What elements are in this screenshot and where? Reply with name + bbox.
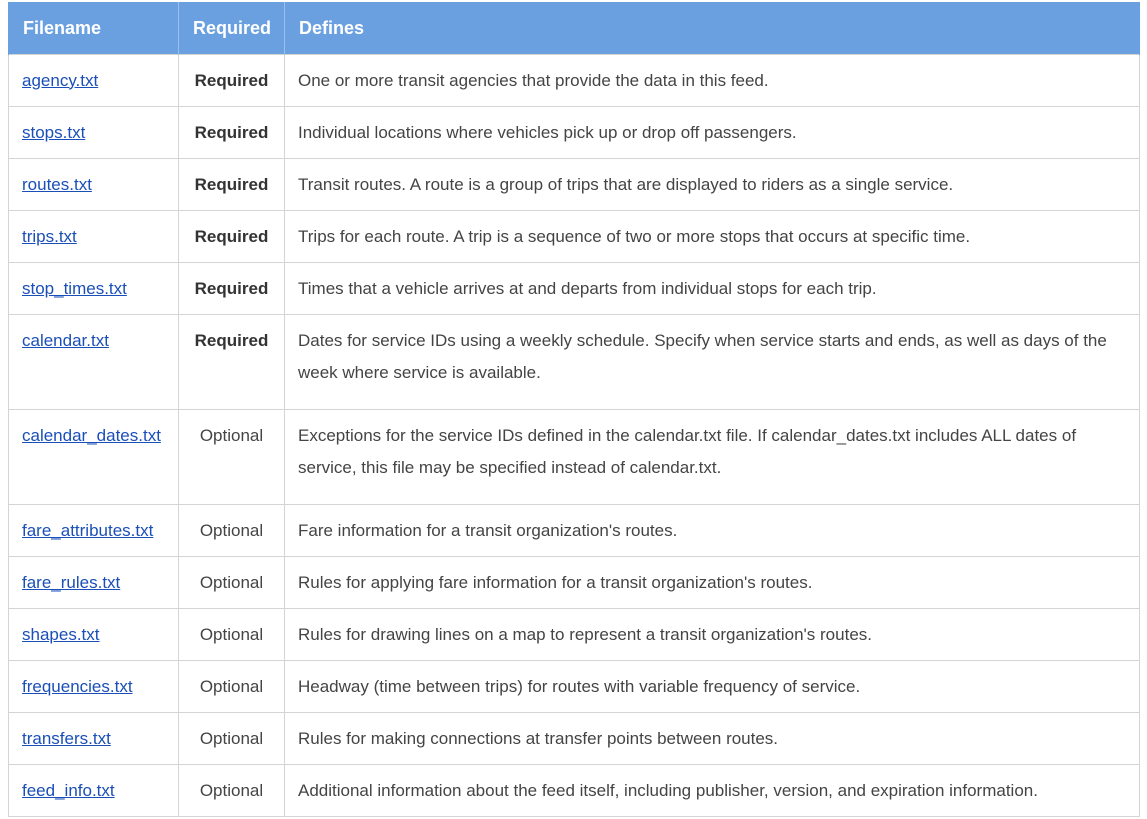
file-link[interactable]: stops.txt: [22, 122, 86, 142]
table-row: [9, 263, 1140, 315]
filename-cell: [9, 107, 179, 159]
file-link[interactable]: frequencies.txt: [22, 676, 133, 696]
defines-cell: Additional information about the feed itself, including publisher, version, and expiration information.: [285, 765, 1140, 817]
defines-cell: Individual locations where vehicles pick up or drop off passengers.: [285, 107, 1140, 159]
defines-cell: Dates for service IDs using a weekly schedule. Specify when service starts and ends, as well as days of the week where service is available.: [285, 315, 1140, 410]
file-link[interactable]: trips.txt: [22, 226, 77, 246]
defines-cell: Rules for drawing lines on a map to represent a transit organization's routes.: [285, 609, 1140, 661]
table-row: [9, 765, 1140, 817]
table-row: [9, 505, 1140, 557]
required-cell: [179, 661, 285, 713]
table-header: [9, 2, 1140, 55]
table-row: [9, 661, 1140, 713]
gtfs-files-table-container: [8, 2, 1139, 817]
required-cell: [179, 410, 285, 505]
file-link[interactable]: transfers.txt: [22, 728, 111, 748]
defines-cell: Trips for each route. A trip is a sequence of two or more stops that occurs at specific time.: [285, 211, 1140, 263]
required-value: Optional: [199, 426, 264, 445]
file-link[interactable]: calendar.txt: [22, 331, 109, 350]
defines-cell: Transit routes. A route is a group of trips that are displayed to riders as a single service.: [285, 159, 1140, 211]
required-cell: [179, 107, 285, 159]
filename-cell: [9, 557, 179, 609]
required-value: Required: [194, 174, 269, 194]
required-cell: [179, 557, 285, 609]
header-row: [9, 2, 1140, 55]
defines-cell: Times that a vehicle arrives at and departs from individual stops for each trip.: [285, 263, 1140, 315]
required-cell: [179, 159, 285, 211]
filename-cell: [9, 211, 179, 263]
column-header-defines: Defines: [285, 2, 1140, 55]
file-link[interactable]: routes.txt: [22, 174, 92, 194]
table-row: [9, 410, 1140, 505]
file-link[interactable]: fare_attributes.txt: [22, 520, 154, 540]
required-cell: [179, 713, 285, 765]
filename-cell: [9, 410, 179, 505]
filename-cell: [9, 263, 179, 315]
defines-cell: One or more transit agencies that provide the data in this feed.: [285, 55, 1140, 107]
file-link[interactable]: calendar_dates.txt: [22, 426, 161, 445]
required-cell: [179, 211, 285, 263]
required-value: Optional: [199, 624, 264, 644]
defines-cell: Exceptions for the service IDs defined in the calendar.txt file. If calendar_dates.txt includes ALL dates of service, this file may be specified instead of calendar.txt.: [285, 410, 1140, 505]
column-header-required: Required: [179, 2, 285, 55]
required-cell: [179, 765, 285, 817]
required-value: Optional: [199, 676, 264, 696]
table-row: [9, 159, 1140, 211]
table-row: [9, 557, 1140, 609]
filename-cell: [9, 661, 179, 713]
file-link[interactable]: feed_info.txt: [22, 780, 115, 800]
table-row: [9, 315, 1140, 410]
filename-cell: [9, 609, 179, 661]
required-cell: [179, 315, 285, 410]
filename-cell: [9, 765, 179, 817]
required-value: Required: [194, 122, 269, 142]
gtfs-files-table: [8, 2, 1140, 817]
required-value: Optional: [199, 572, 264, 592]
required-value: Required: [194, 331, 269, 350]
table-row: [9, 609, 1140, 661]
required-cell: [179, 55, 285, 107]
defines-cell: Rules for making connections at transfer points between routes.: [285, 713, 1140, 765]
file-link[interactable]: fare_rules.txt: [22, 572, 121, 592]
defines-cell: Headway (time between trips) for routes with variable frequency of service.: [285, 661, 1140, 713]
table-row: [9, 55, 1140, 107]
defines-cell: Fare information for a transit organization's routes.: [285, 505, 1140, 557]
required-value: Optional: [199, 520, 264, 540]
required-value: Optional: [199, 728, 264, 748]
file-link[interactable]: agency.txt: [22, 70, 99, 90]
required-value: Required: [194, 226, 269, 246]
required-value: Required: [194, 278, 269, 298]
filename-cell: [9, 159, 179, 211]
filename-cell: [9, 55, 179, 107]
table-row: [9, 211, 1140, 263]
required-cell: [179, 263, 285, 315]
defines-cell: Rules for applying fare information for a transit organization's routes.: [285, 557, 1140, 609]
table-row: [9, 107, 1140, 159]
filename-cell: [9, 713, 179, 765]
required-cell: [179, 505, 285, 557]
table-body: [9, 55, 1140, 817]
required-cell: [179, 609, 285, 661]
file-link[interactable]: stop_times.txt: [22, 278, 127, 298]
file-link[interactable]: shapes.txt: [22, 624, 100, 644]
filename-cell: [9, 505, 179, 557]
required-value: Optional: [199, 780, 264, 800]
table-row: [9, 713, 1140, 765]
filename-cell: [9, 315, 179, 410]
column-header-filename: Filename: [9, 2, 179, 55]
required-value: Required: [194, 70, 269, 90]
